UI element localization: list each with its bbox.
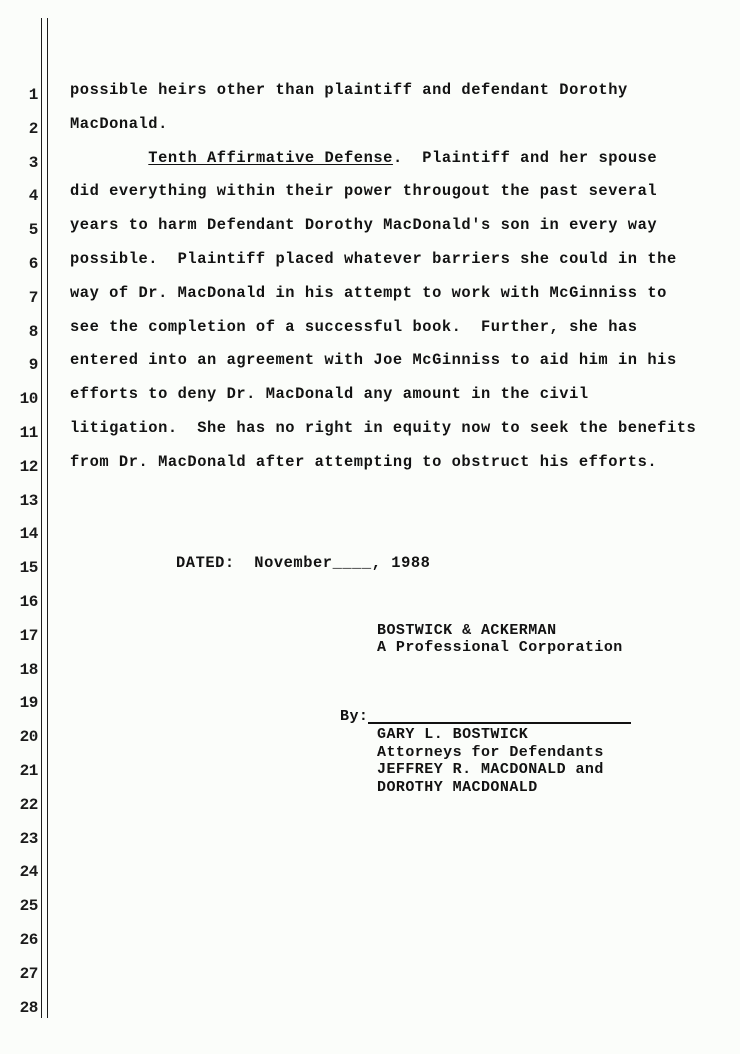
line-number: 21 xyxy=(19,762,38,780)
body-line: efforts to deny Dr. MacDonald any amount in the civil xyxy=(70,385,589,404)
body-line: did everything within their power througout the past several xyxy=(70,182,658,201)
line-number: 25 xyxy=(19,897,38,916)
line-number: 27 xyxy=(19,964,38,983)
line-number: 19 xyxy=(19,694,38,713)
body-line: way of Dr. MacDonald in his attempt to work with McGinniss to xyxy=(70,283,667,302)
attorney-name: GARY L. BOSTWICK xyxy=(377,726,529,744)
line-number: 10 xyxy=(19,390,38,409)
margin-rule-inner xyxy=(47,18,48,1018)
line-number: 13 xyxy=(19,491,38,510)
by-label: By: xyxy=(340,708,369,726)
line-number: 20 xyxy=(19,728,38,747)
firm-name: BOSTWICK & ACKERMAN xyxy=(377,621,557,639)
firm-signature-block xyxy=(377,622,623,657)
body-line: from Dr. MacDonald after attempting to obstruct his efforts. xyxy=(70,452,658,471)
body-line: years to harm Defendant Dorothy MacDonald's son in every way xyxy=(70,216,658,235)
line-number: 16 xyxy=(19,593,38,611)
attorney-signature-block xyxy=(377,726,604,796)
line-number: 17 xyxy=(19,626,38,645)
line-number: 18 xyxy=(19,660,38,679)
line-number: 5 xyxy=(28,221,38,240)
body-line: MacDonald. xyxy=(70,114,168,133)
line-number: 23 xyxy=(19,829,38,848)
signature-line xyxy=(368,722,631,724)
firm-subtitle: A Professional Corporation xyxy=(377,639,623,657)
line-number: 1 xyxy=(28,86,38,104)
line-number: 22 xyxy=(19,795,38,814)
line-number: 7 xyxy=(28,288,38,307)
body-line: see the completion of a successful book. Further, she has xyxy=(70,317,638,336)
line-number: 14 xyxy=(19,525,38,544)
line-number: 24 xyxy=(19,863,38,882)
margin-rule-outer xyxy=(41,18,42,1018)
body-line: entered into an agreement with Joe McGinniss to aid him in his xyxy=(70,351,677,370)
body-line: possible. Plaintiff placed whatever barriers she could in the xyxy=(70,250,677,268)
line-number: 15 xyxy=(19,559,38,578)
attorney-clients-line-2: DOROTHY MACDONALD xyxy=(377,778,538,796)
body-line: possible heirs other than plaintiff and defendant Dorothy xyxy=(70,81,628,99)
line-number: 6 xyxy=(28,255,38,273)
body-line: Tenth Affirmative Defense. Plaintiff and her spouse xyxy=(148,148,658,167)
dated-line: DATED: November____, 1988 xyxy=(176,554,431,573)
defense-heading: Tenth Affirmative Defense xyxy=(148,148,393,167)
line-number: 26 xyxy=(19,931,38,949)
line-number: 11 xyxy=(19,424,38,442)
attorney-clients-line-1: JEFFREY R. MACDONALD and xyxy=(377,761,604,779)
line-number-gutter xyxy=(0,0,38,1054)
line-number: 12 xyxy=(19,457,38,476)
line-number: 4 xyxy=(28,187,38,206)
line-number: 2 xyxy=(28,119,38,138)
line-number: 3 xyxy=(28,153,38,172)
attorney-role: Attorneys for Defendants xyxy=(377,743,604,761)
signature-by-row xyxy=(340,709,631,725)
line-number: 28 xyxy=(19,998,38,1017)
line-number: 9 xyxy=(28,356,38,375)
body-line: litigation. She has no right in equity now to seek the benefits xyxy=(70,419,697,437)
line-number: 8 xyxy=(28,322,38,341)
